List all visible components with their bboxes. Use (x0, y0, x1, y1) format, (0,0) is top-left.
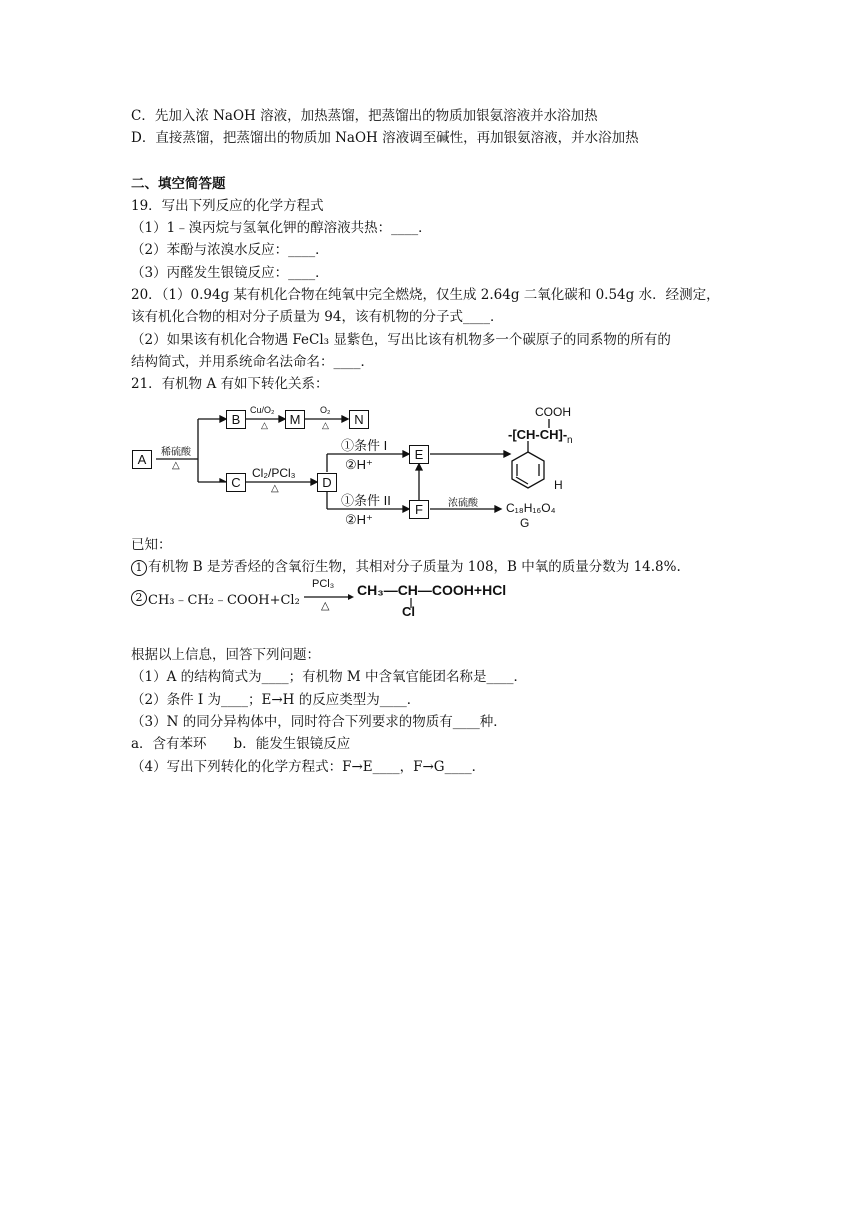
q21-lead: 根据以上信息，回答下列问题： (131, 647, 320, 663)
label-cond1a: ①条件 I (341, 438, 388, 453)
g-label: G (520, 516, 530, 530)
box-c: C (226, 473, 246, 492)
label-heat-c: △ (271, 483, 279, 494)
label-cond2b: ②H⁺ (345, 512, 373, 527)
eq2-reactants: CH₃﹣CH₂﹣COOH+Cl₂ (148, 593, 300, 608)
q21-answer3: （3）N 的同分异构体中，同时符合下列要求的物质有____种． (131, 714, 507, 730)
section-title: 二、填空简答题 (131, 176, 226, 192)
label-cl2-pcl3: Cl₂/PCl₃ (252, 466, 296, 480)
box-n: N (349, 410, 369, 429)
q19-part2: （2）苯酚与浓溴水反应：____． (131, 242, 329, 258)
q20-line1: 20．（1）0.94g 某有机化合物在纯氧中完全燃烧，仅生成 2.64g 二氧化碳和 0.54g 水．经测定， (131, 287, 720, 303)
eq2-cl: Cl (402, 604, 415, 619)
eq2-catalyst: PCl₃ (312, 578, 335, 590)
known-1 (131, 558, 681, 577)
q20-line3: （2）如果该有机化合物遇 FeCl₃ 显紫色，写出比该有机物多一个碳原子的同系物的所有的 (131, 332, 671, 348)
q19-part3: （3）丙醛发生银镜反应：____． (131, 265, 329, 281)
q19-stem: 19．写出下列反应的化学方程式 (131, 198, 324, 214)
box-f: F (409, 500, 429, 519)
known-2-equation (131, 580, 551, 620)
box-d: D (317, 473, 337, 492)
known-label: 已知： (131, 537, 172, 553)
eq2-products: CH₃—CH—COOH+HCl (357, 582, 507, 598)
circle-number-2: 2 (131, 590, 147, 606)
label-cond1b: ②H⁺ (345, 457, 373, 472)
label-heat-b: △ (261, 420, 268, 430)
box-a: A (132, 450, 152, 469)
option-d: D．直接蒸馏，把蒸馏出的物质加 NaOH 溶液调至碱性，再加银氨溶液，并水浴加热 (131, 130, 639, 146)
circle-number-1: 1 (131, 560, 147, 576)
h-label: H (554, 478, 563, 492)
q19-part1: （1）1﹣溴丙烷与氢氧化钾的醇溶液共热：____． (131, 220, 432, 236)
h-n: n (567, 435, 573, 446)
label-conc-acid: 浓硫酸 (448, 498, 478, 509)
eq2-heat: △ (321, 600, 330, 612)
q21-answer4: （4）写出下列转化的化学方程式：F→E____，F→G____． (131, 759, 486, 775)
reaction-scheme (128, 402, 608, 532)
label-heat-m: △ (322, 420, 329, 430)
g-formula: C₁₈H₁₆O₄ (506, 501, 556, 515)
q21-stem: 21．有机物 A 有如下转化关系： (131, 376, 329, 392)
q21-answer1: （1）A 的结构简式为____；有机物 M 中含氧官能团名称是____． (131, 669, 528, 685)
q20-line2: 该有机化合物的相对分子质量为 94，该有机物的分子式____． (131, 309, 504, 325)
q21-answer2: （2）条件 I 为____；E→H 的反应类型为____． (131, 692, 421, 708)
known-1-text: 有机物 B 是芳香烃的含氧衍生物，其相对分子质量为 108，B 中氧的质量分数为 14.8%. (148, 559, 681, 575)
label-heat-a: △ (172, 460, 180, 471)
h-polymer-chain: -[CH-CH]- (508, 427, 568, 442)
box-m: M (285, 410, 305, 429)
option-c: C．先加入浓 NaOH 溶液，加热蒸馏，把蒸馏出的物质加银氨溶液并水浴加热 (131, 108, 598, 124)
label-cond2a: ①条件 II (341, 493, 391, 508)
label-o2: O₂ (320, 405, 331, 415)
q21-answer3-options: a．含有苯环 b．能发生银镜反应 (131, 736, 351, 752)
label-cu-o2: Cu/O₂ (250, 405, 275, 415)
box-e: E (409, 445, 429, 464)
h-cooh: COOH (535, 405, 571, 419)
label-dilute-acid: 稀硫酸 (161, 447, 191, 458)
box-b: B (226, 410, 246, 429)
q20-line4: 结构简式，并用系统命名法命名：____． (131, 354, 374, 370)
